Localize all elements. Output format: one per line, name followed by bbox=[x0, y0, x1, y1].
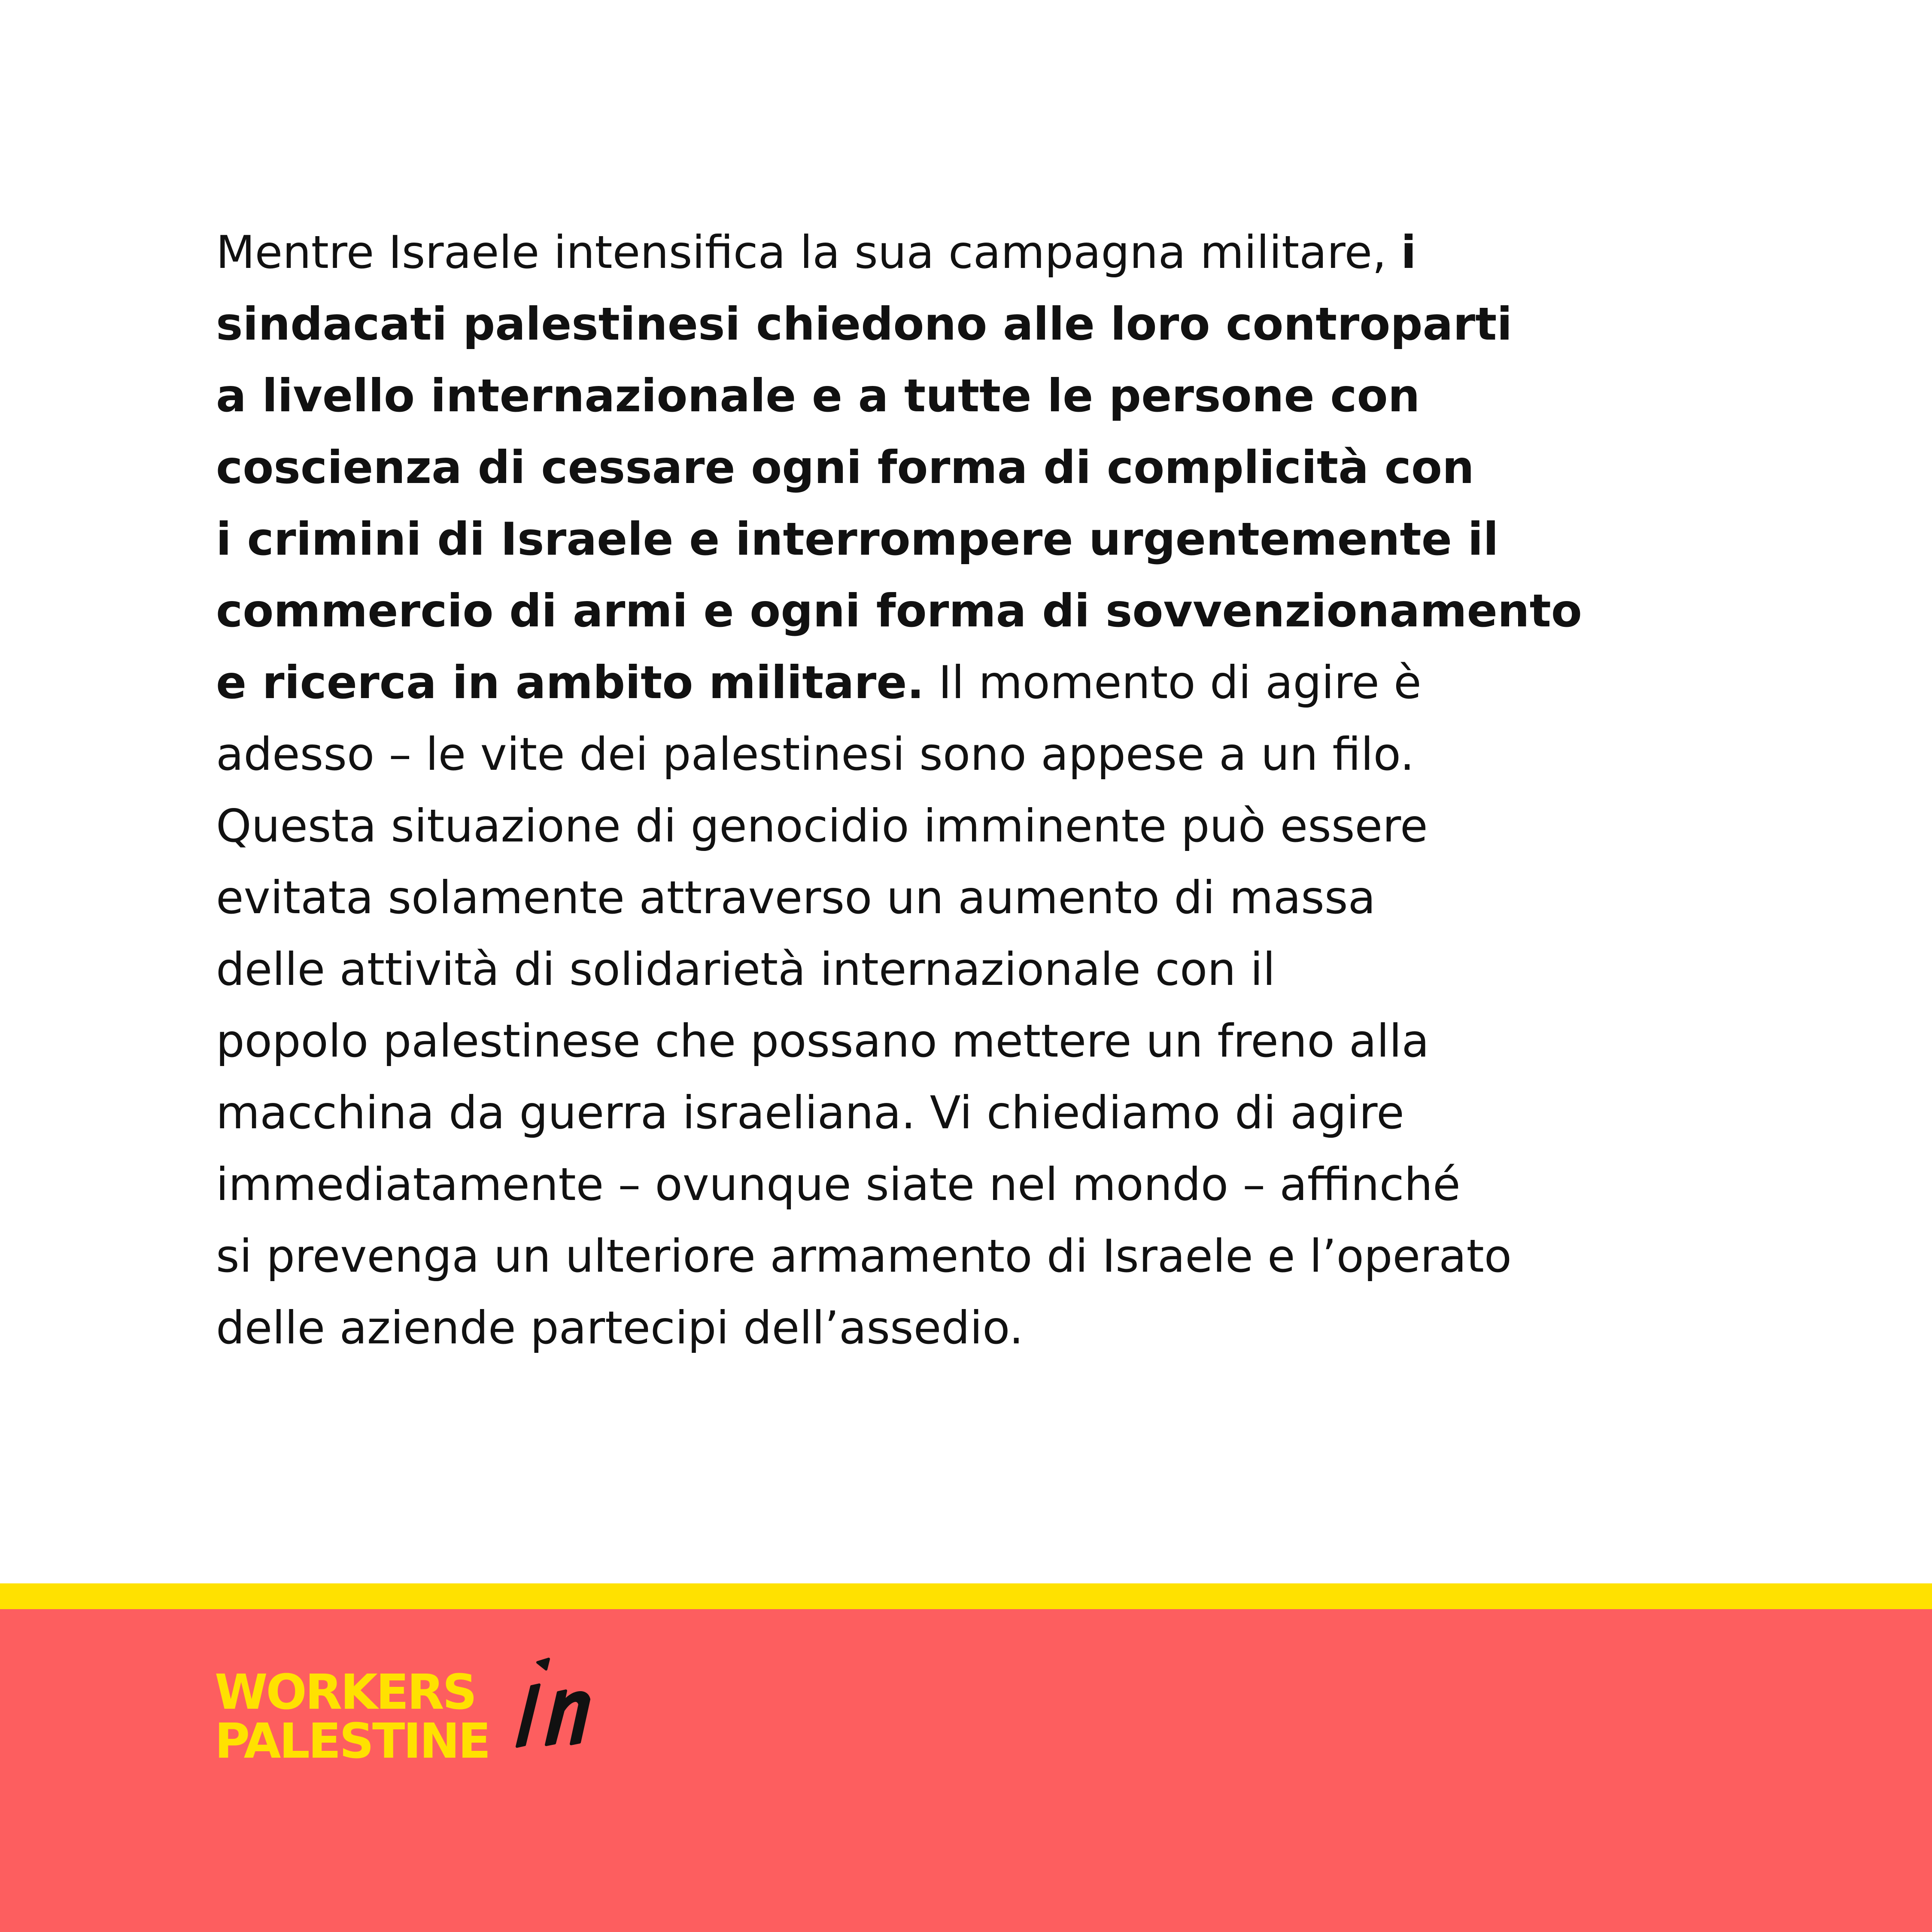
text-line bbox=[216, 719, 1744, 790]
bold-text-segment: a livello internazionale e a tutte le persone con bbox=[216, 370, 1420, 422]
text-line bbox=[216, 575, 1744, 647]
text-segment: si prevenga un ulteriore armamento di Israele e l’operato bbox=[216, 1230, 1512, 1282]
text-segment: immediatamente – ovunque siate nel mondo – affinché bbox=[216, 1158, 1461, 1211]
text-segment: adesso – le vite dei palestinesi sono appese a un filo. bbox=[216, 728, 1415, 781]
text-line bbox=[216, 647, 1744, 719]
text-line bbox=[216, 432, 1744, 504]
text-line bbox=[216, 790, 1744, 862]
text-line bbox=[216, 289, 1744, 360]
text-segment: Mentre Israele intensifica la sua campagna militare, bbox=[216, 226, 1401, 279]
text-segment: Questa situazione di genocidio imminente può essere bbox=[216, 800, 1428, 852]
text-line bbox=[216, 217, 1744, 289]
logo-text-palestine: PALESTINE bbox=[215, 1713, 489, 1769]
bold-text-segment: i bbox=[1400, 226, 1416, 279]
text-line bbox=[216, 360, 1744, 432]
text-line bbox=[216, 504, 1744, 575]
text-segment: evitata solamente attraverso un aumento di massa bbox=[216, 872, 1376, 924]
statement-text bbox=[216, 217, 1744, 1364]
text-segment: delle aziende partecipi dell’assedio. bbox=[216, 1302, 1024, 1354]
logo-in-script-icon bbox=[498, 1653, 601, 1756]
text-segment: delle attività di solidarietà internazionale con il bbox=[216, 943, 1276, 996]
text-line bbox=[216, 1077, 1744, 1149]
workers-in-palestine-logo bbox=[215, 1653, 601, 1790]
text-segment: Il momento di agire è bbox=[924, 656, 1422, 709]
bold-text-segment: sindacati palestinesi chiedono alle loro controparti bbox=[216, 298, 1513, 350]
bold-text-segment: coscienza di cessare ogni forma di complicità con bbox=[216, 441, 1474, 494]
text-line bbox=[216, 1149, 1744, 1221]
text-line bbox=[216, 934, 1744, 1005]
bold-text-segment: e ricerca in ambito militare. bbox=[216, 656, 924, 709]
text-segment: popolo palestinese che possano mettere un freno alla bbox=[216, 1015, 1430, 1067]
logo-text-workers: WORKERS bbox=[215, 1665, 476, 1720]
text-line bbox=[216, 862, 1744, 934]
bold-text-segment: commercio di armi e ogni forma di sovvenzionamento bbox=[216, 585, 1582, 637]
yellow-stripe bbox=[0, 1583, 1932, 1609]
bold-text-segment: i crimini di Israele e interrompere urgentemente il bbox=[216, 513, 1499, 565]
text-line bbox=[216, 1292, 1744, 1364]
text-line bbox=[216, 1221, 1744, 1292]
text-segment: macchina da guerra israeliana. Vi chiediamo di agire bbox=[216, 1087, 1404, 1139]
text-line bbox=[216, 1005, 1744, 1077]
